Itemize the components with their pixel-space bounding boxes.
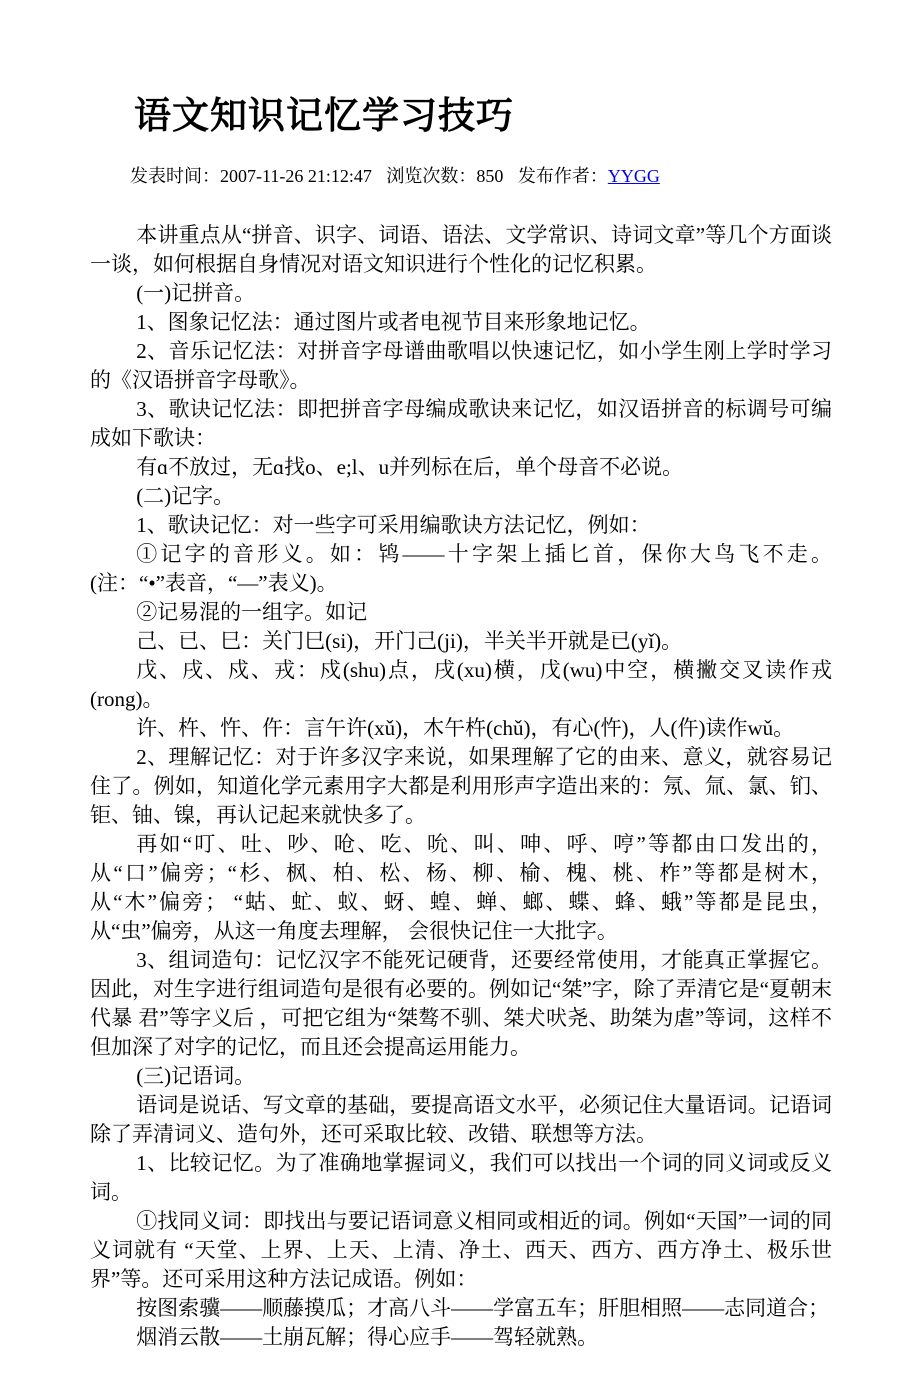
publish-time-segment <box>130 166 372 186</box>
paragraph: 1、歌诀记忆：对一些字可采用编歌诀方法记忆，例如： <box>136 513 651 538</box>
paragraph: 2、理解记忆：对于许多汉字来说，如果理解了它的由来、意义，就容易记住了。例如，知道化学元素用字大都是利用形声字造出来的：氖、氚、氯、钔、钜、铀、镍，再认记起来就快多了。 <box>90 745 832 828</box>
paragraph: 1、图象记忆法：通过图片或者电视节目来形象地记忆。 <box>136 310 651 335</box>
author-label: 发布作者： <box>517 166 608 187</box>
paragraph: 按图索骥——顺藤摸瓜；才高八斗——学富五车；肝胆相照——志同道合； <box>136 1296 830 1321</box>
paragraph: (三)记语词。 <box>136 1064 256 1089</box>
meta-line <box>130 164 832 189</box>
publish-time-value: 2007-11-26 21:12:47 <box>220 166 372 187</box>
paragraph: 许、杵、忤、仵：言午许(xǔ)，木午杵(chǔ)，有心(忤)，人(仵)读作wǔ。 <box>136 716 795 741</box>
views-label: 浏览次数： <box>386 166 477 187</box>
paragraph: ①记字的音形义。如：鸨——十字架上插匕首，保你大鸟飞不走。(注：“•”表音，“—”表义)。 <box>90 542 832 596</box>
paragraph: 本讲重点从“拼音、识字、词语、语法、文学常识、诗词文章”等几个方面谈一谈，如何根据自身情况对语文知识进行个性化的记忆积累。 <box>90 223 832 277</box>
paragraph: ②记易混的一组字。如记 <box>136 600 368 625</box>
views-value: 850 <box>476 166 504 187</box>
author-link[interactable]: YYGG <box>607 166 660 187</box>
paragraph: 1、比较记忆。为了准确地掌握词义，我们可以找出一个词的同义词或反义词。 <box>90 1151 832 1205</box>
paragraph: 3、组词造句：记忆汉字不能死记硬背，还要经常使用，才能真正掌握它。因此，对生字进行组词造句是很有必要的。例如记“桀”字，除了弄清它是“夏朝末代暴 君”等字义后 ，可把它组为“桀骜不驯、桀犬吠尧、助桀为虐”等词，这样不但加深了对字的记忆，而且还会提高运用能力。 <box>90 948 832 1060</box>
paragraph: 有ɑ不放过，无ɑ找o、e;l、u并列标在后，单个母音不必说。 <box>136 455 684 480</box>
paragraph: 2、音乐记忆法：对拼音字母谱曲歌唱以快速记忆，如小学生刚上学时学习的《汉语拼音字母歌》。 <box>90 339 832 393</box>
paragraph: 戊、戌、戍、戎：戍(shu)点，戌(xu)横，戊(wu)中空，横撇交叉读作戎(rong)。 <box>90 658 832 712</box>
publish-time-label: 发表时间： <box>130 166 220 187</box>
page-title: 语文知识记忆学习技巧 <box>134 96 514 137</box>
paragraph: 再如“叮、吐、吵、呛、吃、吮、叫、呻、呼、哼”等都由口发出的，从“口”偏旁；“杉、枫、柏、松、杨、柳、榆、槐、桃、柞”等都是树木，从“木”偏旁； “蛄、虻、蚁、蚜、蝗、蝉、螂、蝶、蜂、蛾”等都是昆虫，从“虫”偏旁，从这一角度去理解， 会很快记住一大批字。 <box>90 832 832 944</box>
paragraph: ①找同义词：即找出与要记语词意义相同或相近的词。例如“天国”一词的同义词就有 “天堂、上界、上天、上清、净土、西天、西方、西方净土、极乐世界”等。还可采用这种方法记成语。例如： <box>90 1209 832 1292</box>
article-body <box>90 221 832 1352</box>
author-segment <box>518 166 660 186</box>
paragraph: (二)记字。 <box>136 484 235 509</box>
paragraph: 烟消云散——土崩瓦解；得心应手——驾轻就熟。 <box>136 1325 599 1350</box>
paragraph: 己、已、巳：关门巳(si)，开门己(ji)，半关半开就是已(yǐ)。 <box>136 629 683 654</box>
paragraph: 语词是说话、写文章的基础，要提高语文水平，必须记住大量语词。记语词除了弄清词义、造句外，还可采取比较、改错、联想等方法。 <box>90 1093 832 1147</box>
views-segment <box>386 166 503 186</box>
paragraph: (一)记拼音。 <box>136 281 256 306</box>
paragraph: 3、歌诀记忆法：即把拼音字母编成歌诀来记忆，如汉语拼音的标调号可编成如下歌诀： <box>90 397 832 451</box>
